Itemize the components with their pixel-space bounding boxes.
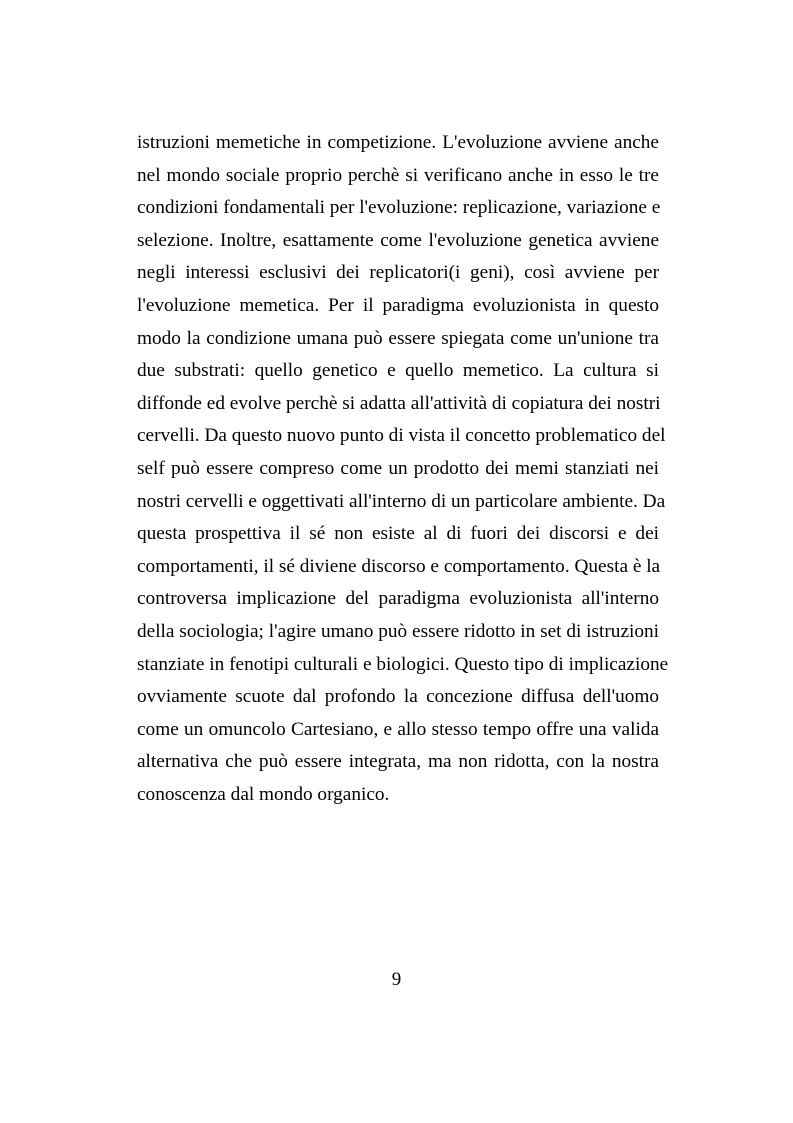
paragraph-line-9: diffonde ed evolve perchè si adatta all'attività di copiatura dei nostri	[137, 392, 661, 414]
paragraph-line-20: alternativa che può essere integrata, ma non ridotta, con la nostra	[137, 751, 659, 773]
paragraph-line-7: modo la condizione umana può essere spiegata come un'unione tra	[137, 327, 659, 349]
paragraph-line-1: istruzioni memetiche in competizione. L'evoluzione avviene anche	[137, 132, 659, 153]
paragraph-line-15: controversa implicazione del paradigma evoluzionista all'interno	[137, 588, 659, 610]
paragraph-line-16: della sociologia; l'agire umano può essere ridotto in set di istruzioni	[137, 620, 659, 642]
paragraph-line-17: stanziate in fenotipi culturali e biologici. Questo tipo di implicazione	[137, 653, 669, 675]
paragraph-line-10: cervelli. Da questo nuovo punto di vista il concetto problematico del	[137, 425, 666, 447]
paragraph-line-14: comportamenti, il sé diviene discorso e comportamento. Questa è la	[137, 555, 661, 577]
paragraph-line-5: negli interessi esclusivi dei replicatori(i geni), così avviene per	[137, 262, 659, 284]
body-paragraph	[137, 127, 669, 811]
paragraph-line-13: questa prospettiva il sé non esiste al di fuori dei discorsi e dei	[137, 523, 659, 545]
paragraph-line-21: conoscenza dal mondo organico.	[137, 783, 390, 805]
paragraph-line-18: ovviamente scuote dal profondo la concezione diffusa dell'uomo	[137, 686, 659, 708]
paragraph-line-4: selezione. Inoltre, esattamente come l'evoluzione genetica avviene	[137, 229, 659, 251]
paragraph-line-3: condizioni fondamentali per l'evoluzione: replicazione, variazione e	[137, 197, 661, 219]
paragraph-line-6: l'evoluzione memetica. Per il paradigma evoluzionista in questo	[137, 294, 659, 316]
page-number: 9	[391, 969, 402, 990]
paragraph-line-8: due substrati: quello genetico e quello memetico. La cultura si	[137, 360, 659, 382]
paragraph-line-11: self può essere compreso come un prodotto dei memi stanziati nei	[137, 457, 659, 479]
paragraph-line-12: nostri cervelli e oggettivati all'interno di un particolare ambiente. Da	[137, 490, 666, 512]
paragraph-line-2: nel mondo sociale proprio perchè si verificano anche in esso le tre	[137, 164, 659, 186]
paragraph-line-19: come un omuncolo Cartesiano, e allo stesso tempo offre una valida	[137, 718, 659, 740]
